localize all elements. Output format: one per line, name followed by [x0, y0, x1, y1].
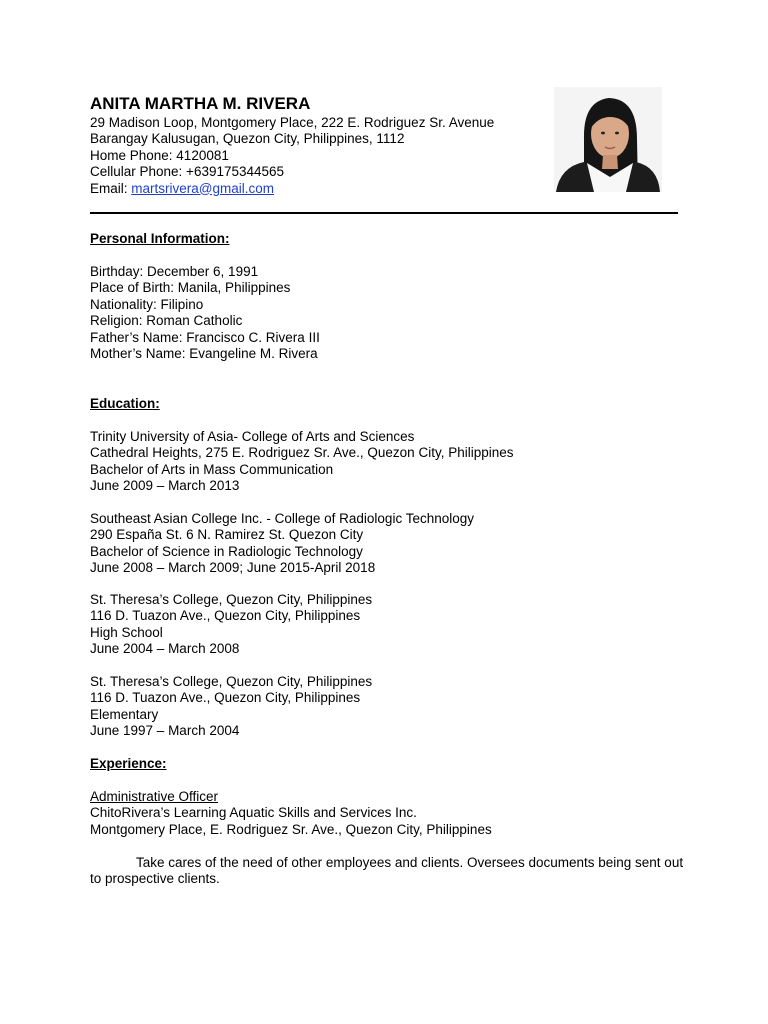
contact-block [90, 115, 494, 197]
education-entry [90, 592, 372, 658]
personal-info-heading: Personal Information: [90, 231, 230, 246]
attendance-dates: June 2008 – March 2009; June 2015-April 2018 [90, 560, 376, 576]
education-entry [90, 674, 372, 740]
birthday: Birthday: December 6, 1991 [90, 264, 259, 279]
school-name: St. Theresa’s College, Quezon City, Philippines [90, 592, 373, 607]
education-entry [90, 429, 513, 495]
header-divider [90, 212, 678, 214]
home-phone: Home Phone: 4120081 [90, 147, 229, 163]
school-address: 116 D. Tuazon Ave., Quezon City, Philippines [90, 690, 361, 706]
degree: Bachelor of Arts in Mass Communication [90, 461, 334, 477]
experience-entry [90, 789, 492, 838]
school-name: St. Theresa’s College, Quezon City, Philippines [90, 674, 373, 689]
degree: High School [90, 624, 163, 640]
company-address: Montgomery Place, E. Rodriguez Sr. Ave., Quezon City, Philippines [90, 821, 492, 837]
education-heading: Education: [90, 396, 160, 411]
nationality: Nationality: Filipino [90, 296, 204, 312]
school-address: 290 España St. 6 N. Ramirez St. Quezon City [90, 527, 364, 543]
cellular-phone: Cellular Phone: +639175344565 [90, 164, 285, 180]
attendance-dates: June 1997 – March 2004 [90, 723, 240, 739]
personal-info-block [90, 264, 320, 362]
email-line [90, 181, 494, 197]
religion: Religion: Roman Catholic [90, 313, 243, 329]
job-description-text: Take cares of the need of other employees and clients. Oversees documents being sent out to prospective clients. [90, 855, 684, 887]
email-link[interactable]: martsrivera@gmail.com [131, 180, 274, 196]
address-line-2: Barangay Kalusugan, Quezon City, Philippines, 1112 [90, 131, 405, 147]
place-of-birth: Place of Birth: Manila, Philippines [90, 280, 291, 296]
experience-heading: Experience: [90, 756, 167, 771]
mothers-name: Mother’s Name: Evangeline M. Rivera [90, 346, 318, 362]
school-name: Trinity University of Asia- College of Arts and Sciences [90, 429, 415, 444]
school-address: 116 D. Tuazon Ave., Quezon City, Philippines [90, 608, 361, 624]
applicant-name: ANITA MARTHA M. RIVERA [90, 94, 311, 113]
attendance-dates: June 2009 – March 2013 [90, 478, 240, 494]
company-name: ChitoRivera’s Learning Aquatic Skills and Services Inc. [90, 805, 417, 821]
job-description [90, 855, 690, 888]
education-entry [90, 511, 474, 577]
attendance-dates: June 2004 – March 2008 [90, 641, 240, 657]
job-title: Administrative Officer [90, 789, 219, 804]
degree: Elementary [90, 706, 159, 722]
email-label: Email: [90, 180, 132, 196]
school-address: Cathedral Heights, 275 E. Rodriguez Sr. Ave., Quezon City, Philippines [90, 445, 514, 461]
address-line-1: 29 Madison Loop, Montgomery Place, 222 E. Rodriguez Sr. Avenue [90, 115, 495, 130]
profile-photo [554, 87, 662, 192]
fathers-name: Father’s Name: Francisco C. Rivera III [90, 329, 320, 345]
degree: Bachelor of Science in Radiologic Technology [90, 543, 363, 559]
school-name: Southeast Asian College Inc. - College of Radiologic Technology [90, 511, 474, 526]
